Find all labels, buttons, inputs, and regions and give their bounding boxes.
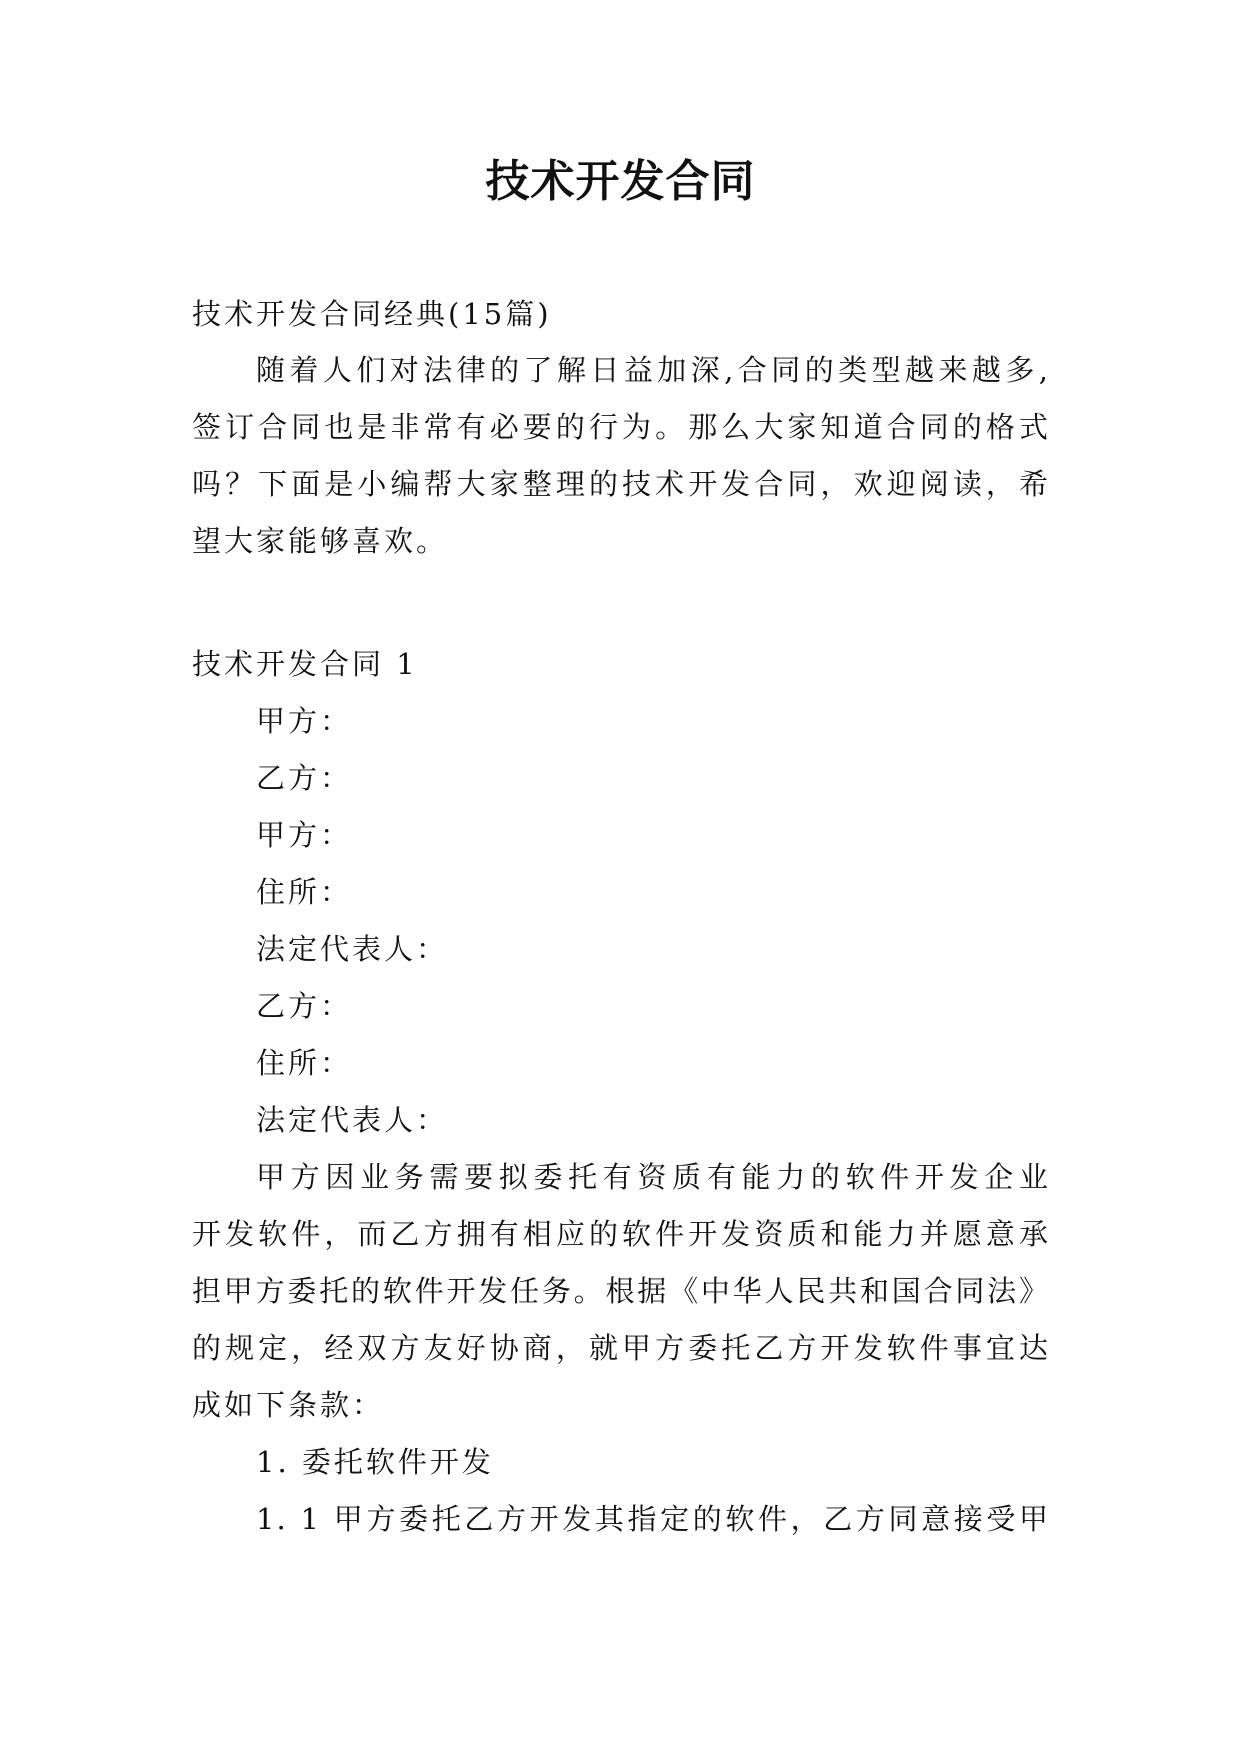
body-line: 甲方因业务需要拟委托有资质有能力的软件开发企业 [256,1160,1050,1194]
party-label: 甲方： [256,818,353,852]
party-label: 法定代表人： [256,1103,449,1137]
party-label: 住所： [256,1046,353,1080]
body-line: 开发软件，而乙方拥有相应的软件开发资质和能力并愿意承 [192,1217,1050,1251]
section-heading: 技术开发合同 1 [192,647,418,681]
party-label: 法定代表人： [256,932,449,966]
clause-text: 1. 1 甲方委托乙方开发其指定的软件，乙方同意接受甲 [256,1502,1050,1536]
document-title: 技术开发合同 [485,156,756,207]
body-line: 成如下条款： [192,1388,385,1422]
body-line: 担甲方委托的软件开发任务。根据《中华人民共和国合同法》 [192,1274,1050,1308]
party-label: 甲方： [256,704,353,738]
intro-line: 望大家能够喜欢。 [192,524,449,558]
body-line: 的规定，经双方友好协商，就甲方委托乙方开发软件事宜达 [192,1331,1050,1365]
document-subtitle: 技术开发合同经典(15篇) [192,297,552,331]
intro-line: 吗？下面是小编帮大家整理的技术开发合同，欢迎阅读，希 [192,467,1050,501]
party-label: 乙方： [256,989,353,1023]
intro-line: 签订合同也是非常有必要的行为。那么大家知道合同的格式 [192,410,1050,444]
party-label: 乙方： [256,761,353,795]
party-label: 住所： [256,875,353,909]
intro-line: 随着人们对法律的了解日益加深,合同的类型越来越多, [256,353,1050,387]
clause-heading: 1. 委托软件开发 [256,1445,494,1479]
